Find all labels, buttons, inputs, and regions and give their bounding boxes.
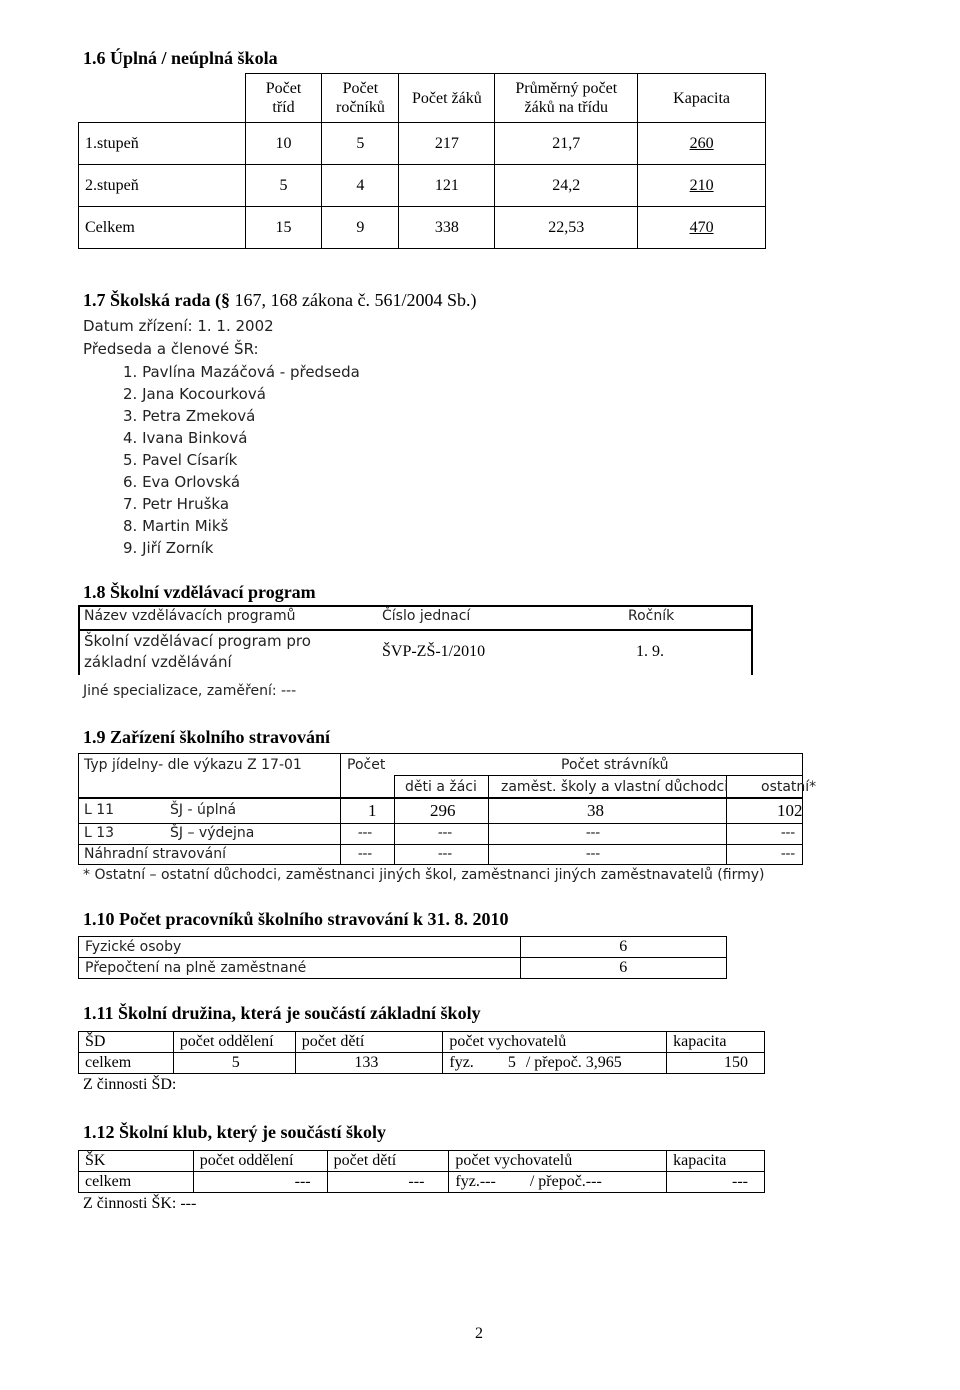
header-staff: zaměst. školy a vlastní důchodci bbox=[501, 779, 729, 795]
canteen-staff-table bbox=[78, 936, 727, 979]
program-name: Školní vzdělávací program pro základní vzdělávání bbox=[84, 632, 311, 671]
program-right-border bbox=[751, 629, 753, 675]
section-1-6-heading: 1.6 Úplná / neúplná škola bbox=[83, 48, 278, 68]
other-specialization: Jiné specializace, zaměření: --- bbox=[83, 683, 297, 699]
header-count: Počet bbox=[347, 757, 386, 773]
header-classes: Počet tříd bbox=[245, 74, 322, 123]
header-pupils: Počet žáků bbox=[399, 74, 495, 123]
table-row: 2.stupeň 5 4 121 24,2 210 bbox=[79, 165, 766, 207]
school-capacity-table bbox=[78, 73, 766, 249]
program-grade: 1. 9. bbox=[636, 643, 664, 660]
table-header-row: ŠD počet oddělení počet dětí počet vychovatelů kapacita bbox=[79, 1032, 765, 1053]
table-header-row bbox=[79, 74, 766, 123]
section-sign-icon: § bbox=[221, 290, 231, 310]
section-1-11-heading: 1.11 Školní družina, která je součástí základní školy bbox=[83, 1003, 481, 1023]
section-1-12-heading: 1.12 Školní klub, který je součástí školy bbox=[83, 1122, 387, 1142]
list-item: 2. Jana Kocourková bbox=[123, 385, 266, 403]
list-item: 1. Pavlína Mazáčová - předseda bbox=[123, 363, 360, 381]
table-row: Přepočtení na plně zaměstnané 6 bbox=[79, 958, 727, 979]
list-item: 3. Petra Zmeková bbox=[123, 407, 256, 425]
header-pupils: děti a žáci bbox=[405, 779, 477, 795]
founding-date: Datum zřízení: 1. 1. 2002 bbox=[83, 317, 274, 335]
section-1-10-heading: 1.10 Počet pracovníků školního stravování k 31. 8. 2010 bbox=[83, 909, 509, 929]
table-row: celkem --- --- fyz.--- / přepoč.--- --- bbox=[79, 1172, 765, 1193]
header-diners: Počet strávníků bbox=[561, 757, 669, 773]
program-left-border bbox=[78, 629, 80, 675]
section-1-9-heading: 1.9 Zařízení školního stravování bbox=[83, 727, 331, 747]
program-number: ŠVP-ZŠ-1/2010 bbox=[382, 643, 486, 660]
council-members-list bbox=[123, 361, 360, 559]
list-item: 9. Jiří Zorník bbox=[123, 539, 214, 557]
school-club-table bbox=[78, 1150, 765, 1193]
program-col-name: Název vzdělávacích programů bbox=[84, 608, 296, 624]
table-header-row: ŠK počet oddělení počet dětí počet vychovatelů kapacita bbox=[79, 1151, 765, 1172]
header-capacity: Kapacita bbox=[638, 74, 766, 123]
section-1-7-heading: 1.7 Školská rada (§ 167, 168 zákona č. 561/2004 Sb.) bbox=[83, 290, 477, 310]
header-canteen-type: Typ jídelny- dle výkazu Z 17-01 bbox=[84, 757, 302, 773]
list-item: 7. Petr Hruška bbox=[123, 495, 230, 513]
section-1-8-heading: 1.8 Školní vzdělávací program bbox=[83, 582, 316, 602]
school-club-activity: Z činnosti ŠK: --- bbox=[83, 1195, 197, 1212]
list-item: 4. Ivana Binková bbox=[123, 429, 248, 447]
list-item: 6. Eva Orlovská bbox=[123, 473, 241, 491]
after-school-activity: Z činnosti ŠD: bbox=[83, 1076, 177, 1093]
header-grades: Počet ročníků bbox=[322, 74, 399, 123]
list-item: 8. Martin Mikš bbox=[123, 517, 229, 535]
header-average: Průměrný počet žáků na třídu bbox=[495, 74, 638, 123]
table-row: Celkem 15 9 338 22,53 470 bbox=[79, 207, 766, 249]
after-school-club-table bbox=[78, 1031, 765, 1074]
table-row: celkem 5 133 fyz. 5 / přepoč. 3,965 150 bbox=[79, 1053, 765, 1074]
members-label: Předseda a členové ŠR: bbox=[83, 340, 259, 358]
program-col-number: Číslo jednací bbox=[382, 608, 471, 624]
table-row: Fyzické osoby 6 bbox=[79, 937, 727, 958]
list-item: 5. Pavel Císarík bbox=[123, 451, 238, 469]
table-row: 1.stupeň 10 5 217 21,7 260 bbox=[79, 123, 766, 165]
program-col-grade: Ročník bbox=[628, 608, 675, 624]
canteen-note: * Ostatní – ostatní důchodci, zaměstnanci jiných škol, zaměstnanci jiných zaměstnavatelů (firmy) bbox=[83, 867, 765, 883]
page-number: 2 bbox=[475, 1325, 483, 1342]
header-other: ostatní* bbox=[761, 779, 817, 795]
